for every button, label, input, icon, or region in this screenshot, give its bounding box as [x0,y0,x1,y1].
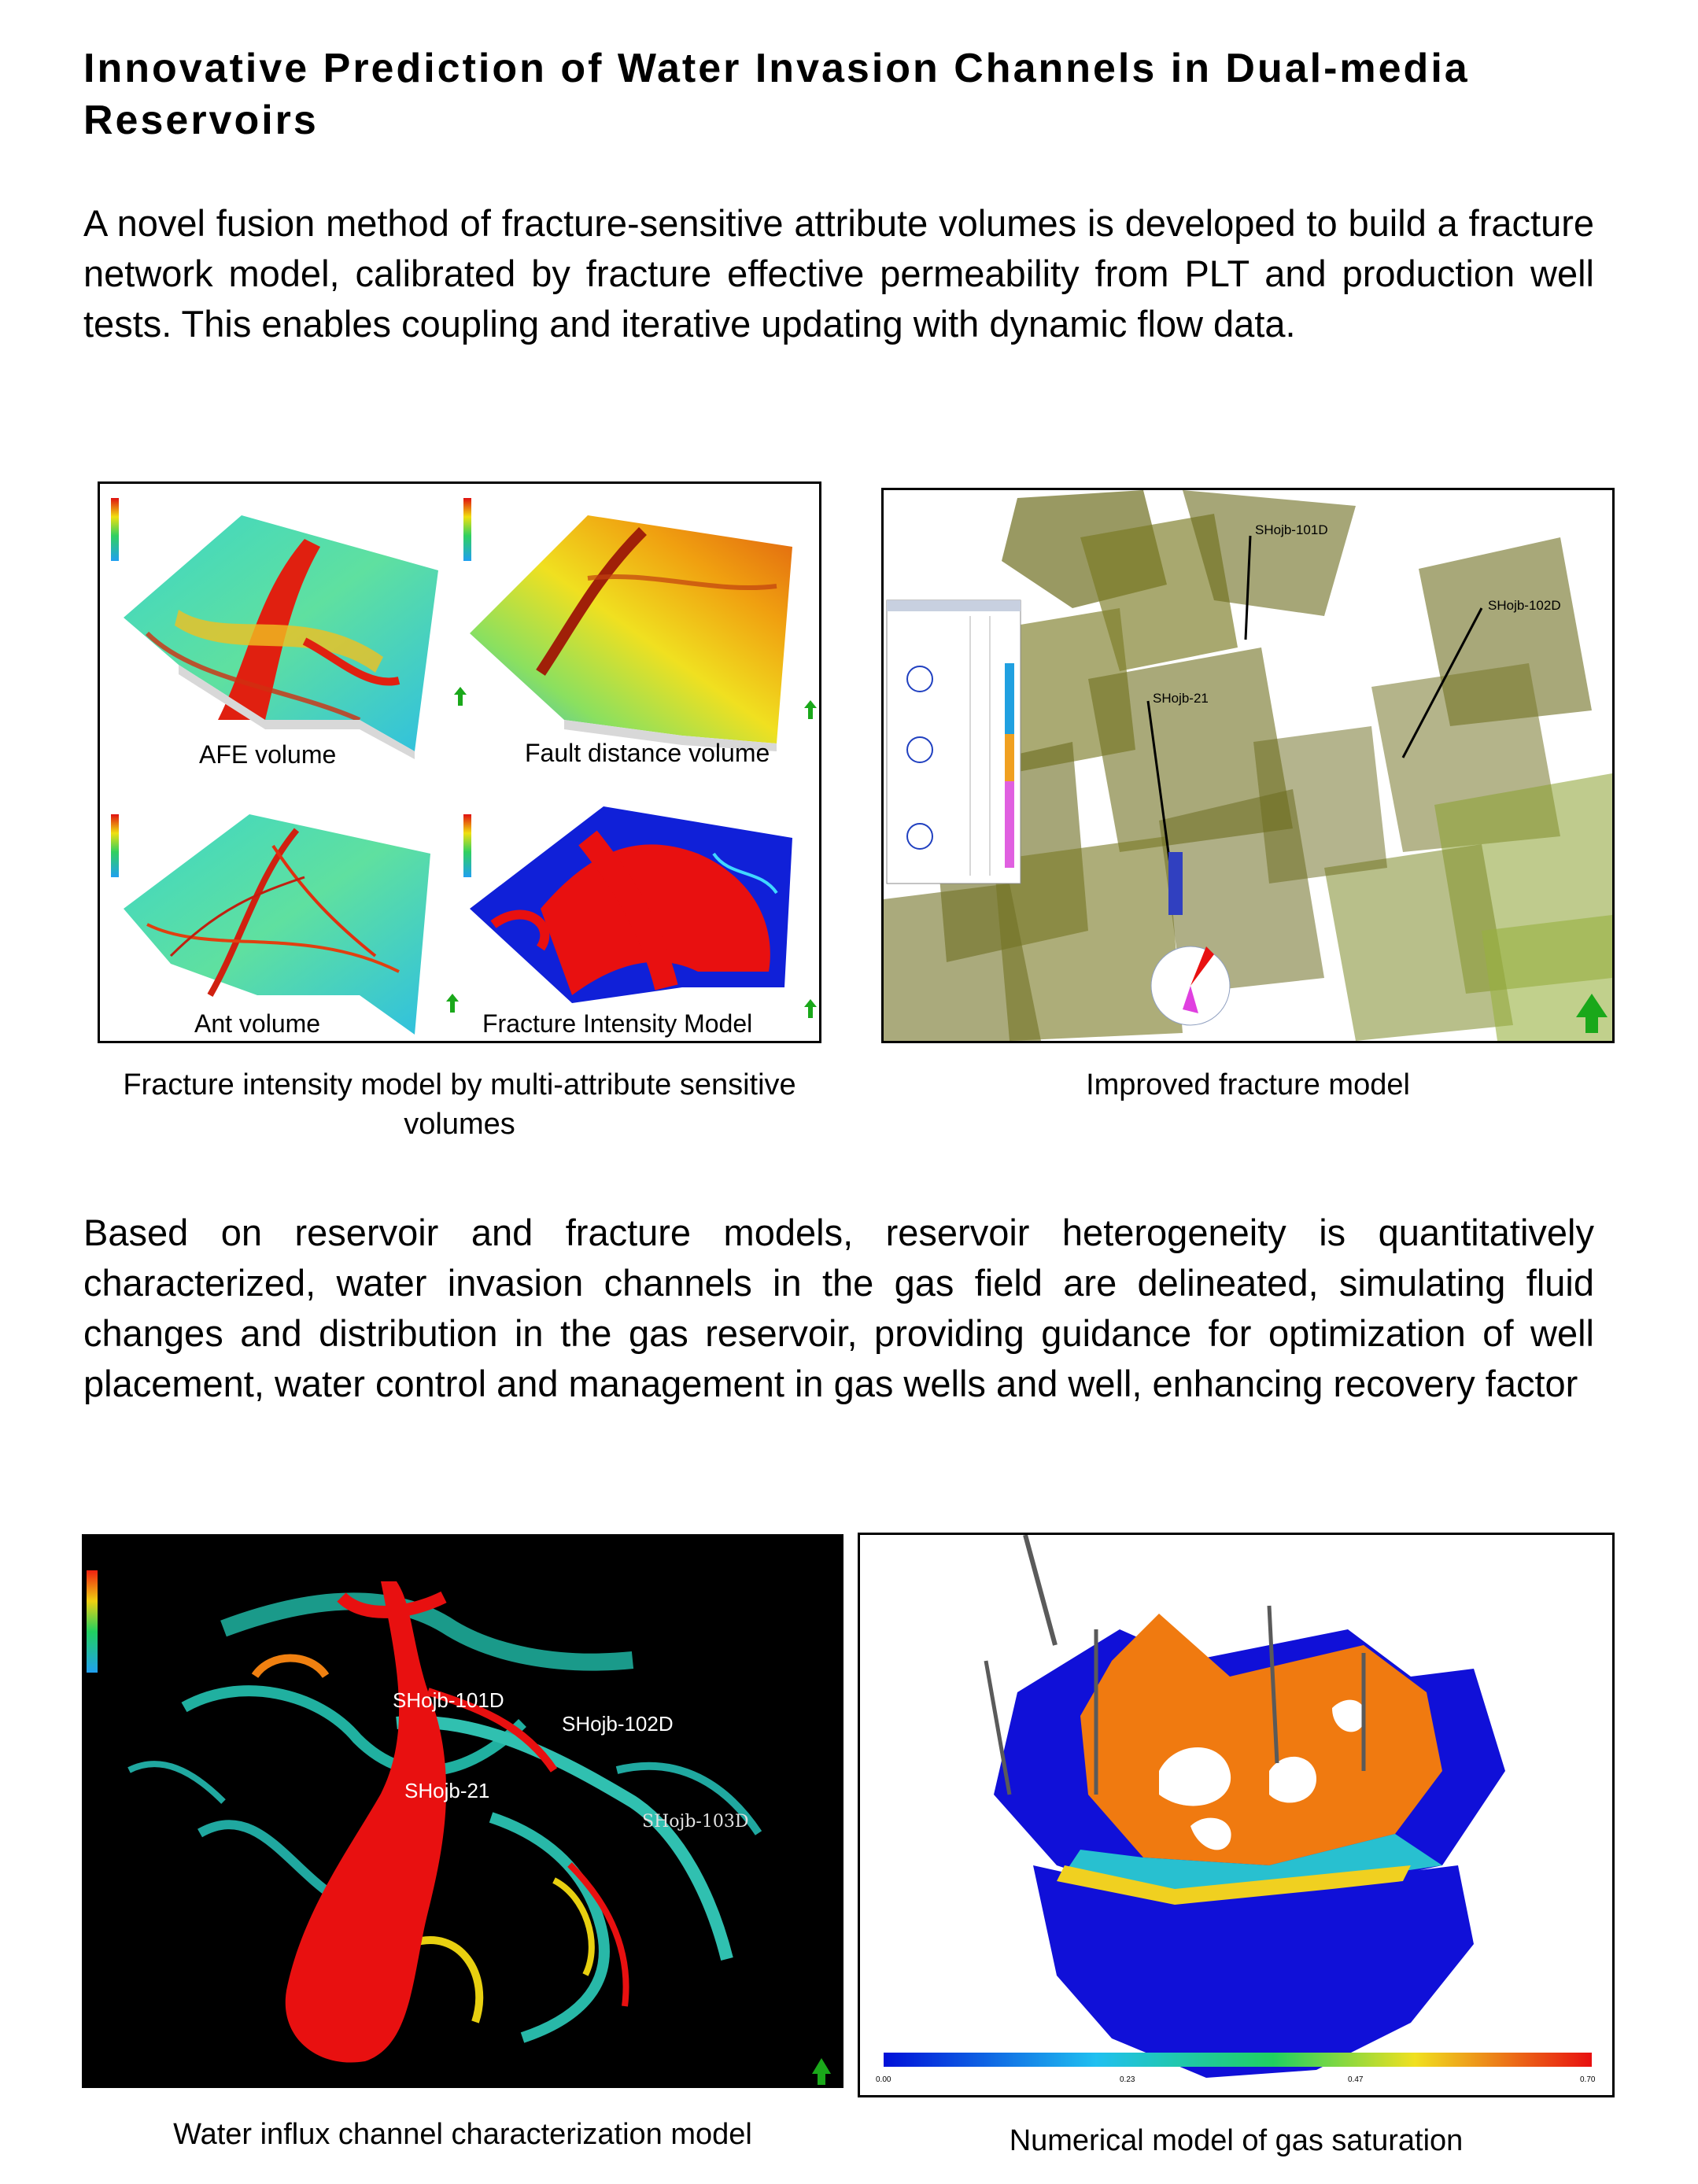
north-arrow-icon [812,2058,831,2085]
colorbar-tick-3: 0.70 [1580,2075,1596,2084]
ant-volume-label: Ant volume [194,1009,321,1038]
intro-paragraph: A novel fusion method of fracture-sensitive attribute volumes is developed to build a fracture network model, calibrated by fracture effective permeability from PLT and production well tests. This enables coupling and iterative updating with dynamic flow data. [83,202,1594,345]
improved-fracture-caption: Improved fracture model [1086,1068,1410,1101]
gas-saturation-figure [858,1533,1615,2097]
page-title: Innovative Prediction of Water Invasion Channels in Dual-media Reservoirs [83,46,1470,143]
afe-volume-label: AFE volume [199,740,337,769]
water-influx-caption: Water influx channel characterization model [173,2118,752,2151]
fault-distance-volume-label: Fault distance volume [525,739,770,767]
gas-saturation-caption: Numerical model of gas saturation [1009,2124,1464,2157]
well-label-101d: SHojb-101D [393,1688,504,1712]
results-paragraph: Based on reservoir and fracture models, reservoir heterogeneity is quantitatively characterized, water invasion channels in the gas field are delineated, simulating fluid changes and distribution in the gas reservoir, providing guidance for optimization of well placement, water control and management in gas wells and well, enhancing recovery factor [83,1212,1594,1404]
fracture-intensity-caption: Fracture intensity model by multi-attribute sensitive volumes [123,1068,796,1141]
well-label-102d: SHojb-102D [562,1712,674,1736]
well-label-102d: SHojb-102D [1488,598,1561,613]
afe-volume-map [111,498,467,759]
improved-fracture-figure [881,488,1615,1043]
ant-volume-map [111,814,459,1035]
fracture-intensity-model-map [463,806,817,1018]
saturation-colorbar [884,2053,1592,2067]
colorbar-tick-1: 0.23 [1120,2075,1135,2084]
fracture-intensity-model-label: Fracture Intensity Model [482,1009,753,1038]
fracture-intensity-figure [98,481,821,1043]
well-log-panel [887,600,1021,884]
well-label-103d: SHojb-103D [642,1812,749,1832]
gas-saturation-map [986,1535,1505,2078]
probability-colorbar [87,1570,98,1673]
water-influx-figure [82,1534,843,2088]
well-label-21: SHojb-21 [404,1779,490,1802]
well-label-101d: SHojb-101D [1255,522,1328,537]
well-label-21: SHojb-21 [1153,691,1209,706]
colorbar-tick-0: 0.00 [876,2075,891,2084]
colorbar-tick-2: 0.47 [1348,2075,1364,2084]
fault-distance-volume-map [463,498,817,751]
